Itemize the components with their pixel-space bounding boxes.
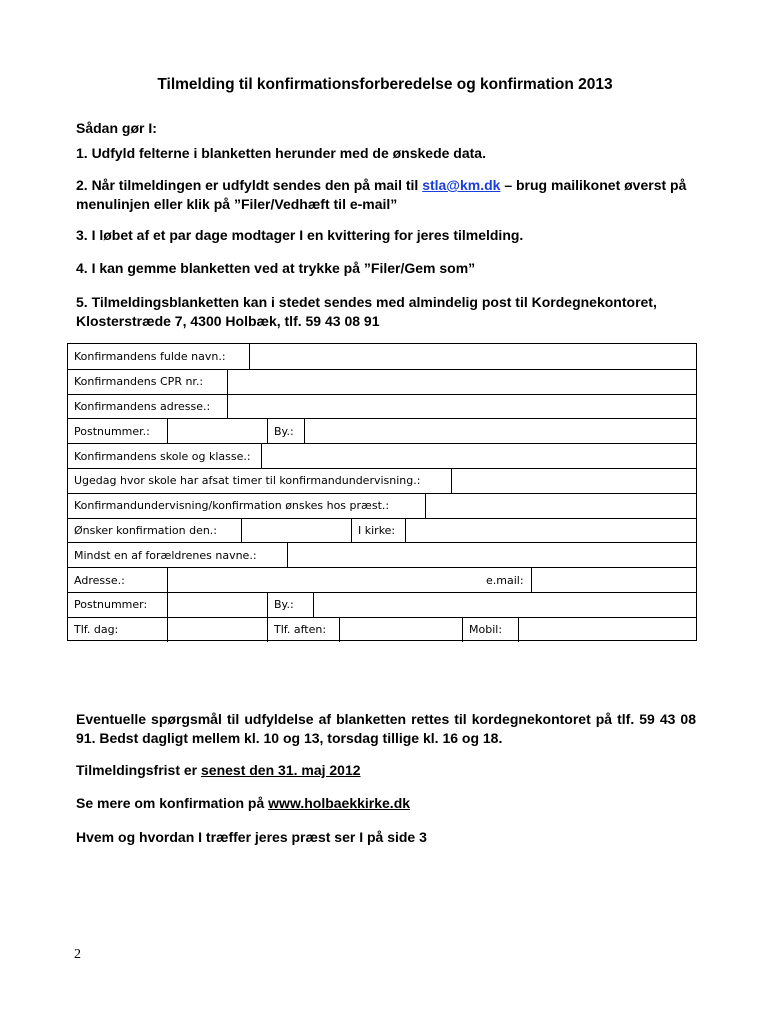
deadline-paragraph <box>76 761 696 780</box>
address-field[interactable] <box>227 395 696 419</box>
parent-address-label: Adresse.: <box>74 573 125 587</box>
cpr-field[interactable] <box>227 370 696 394</box>
form-row-full-name <box>68 344 696 369</box>
instruction-step-2 <box>76 176 696 214</box>
form-row-address <box>68 394 696 419</box>
email-field[interactable] <box>531 568 696 592</box>
step-2-text: 2. Når tilmeldingen er udfyldt sendes den på mail til <box>76 177 423 193</box>
phone-evening-field[interactable] <box>339 618 462 642</box>
phone-day-label: Tlf. dag: <box>74 623 119 637</box>
email-link[interactable]: stla@km.dk <box>422 177 501 193</box>
postcode-field[interactable] <box>167 419 267 443</box>
form-row-parent-postcode-city <box>68 592 696 617</box>
form-row-postcode-city <box>68 418 696 443</box>
registration-form <box>67 343 697 641</box>
more-info-paragraph <box>76 794 696 813</box>
date-wish-field[interactable] <box>241 519 351 543</box>
priest-info-paragraph: Hvem og hvordan I træffer jeres præst ser I på side 3 <box>76 829 427 845</box>
instruction-step-3: 3. I løbet af et par dage modtager I en kvittering for jeres tilmelding. <box>76 227 524 243</box>
document-title: Tilmelding til konfirmationsforberedelse og konfirmation 2013 <box>157 76 613 93</box>
city-label: By.: <box>267 419 294 443</box>
step-2-text-end: – brug mailikonet øverst på menulinjen eller klik på ”Filer/Vedhæft til e-mail” <box>76 177 687 212</box>
phone-evening-label: Tlf. aften: <box>267 618 326 642</box>
instructions-heading: Sådan gør I: <box>76 120 157 136</box>
postcode-label: Postnummer.: <box>74 424 150 438</box>
mobile-field[interactable] <box>518 618 696 642</box>
full-name-label: Konfirmandens fulde navn.: <box>74 349 226 363</box>
church-field[interactable] <box>405 519 696 543</box>
mobile-label: Mobil: <box>462 618 502 642</box>
city-field[interactable] <box>304 419 696 443</box>
email-label: e.mail: <box>486 573 524 587</box>
form-row-phones <box>68 617 696 642</box>
deadline-date: senest den 31. maj 2012 <box>201 762 361 778</box>
parent-address-field[interactable] <box>167 568 480 592</box>
date-wish-label: Ønsker konfirmation den.: <box>74 523 218 537</box>
form-row-date-church <box>68 518 696 543</box>
website-link[interactable]: www.holbaekkirke.dk <box>268 795 411 811</box>
parent-postcode-field[interactable] <box>167 593 267 617</box>
deadline-text: Tilmeldingsfrist er <box>76 762 201 778</box>
school-field[interactable] <box>261 444 696 468</box>
church-label: I kirke: <box>351 519 395 543</box>
form-row-priest <box>68 493 696 518</box>
priest-field[interactable] <box>425 494 696 518</box>
instruction-step-1: 1. Udfyld felterne i blanketten herunder med de ønskede data. <box>76 145 486 161</box>
school-label: Konfirmandens skole og klasse.: <box>74 449 251 463</box>
address-label: Konfirmandens adresse.: <box>74 399 211 413</box>
weekday-label: Ugedag hvor skole har afsat timer til konfirmandundervisning.: <box>74 474 421 488</box>
priest-label: Konfirmandundervisning/konfirmation ønskes hos præst.: <box>74 499 390 513</box>
parent-city-label: By.: <box>267 593 294 617</box>
page-number: 2 <box>74 947 81 962</box>
instruction-step-5: 5. Tilmeldingsblanketten kan i stedet sendes med almindelig post til Kordegnekontoret, Klosterstræde 7, 4300 Holbæk, tlf. 59 43 08 91 <box>76 294 657 329</box>
phone-day-field[interactable] <box>167 618 267 642</box>
parent-city-field[interactable] <box>313 593 696 617</box>
more-info-text: Se mere om konfirmation på <box>76 795 269 811</box>
form-row-parent-name <box>68 542 696 567</box>
parent-postcode-label: Postnummer: <box>74 598 148 612</box>
cpr-label: Konfirmandens CPR nr.: <box>74 375 204 389</box>
instruction-step-4: 4. I kan gemme blanketten ved at trykke på ”Filer/Gem som” <box>76 260 476 276</box>
questions-paragraph: Eventuelle spørgsmål til udfyldelse af blanketten rettes til kordegnekontoret på tlf. 59 43 08 91. Bedst dagligt mellem kl. 10 og 13, torsdag tillige kl. 16 og 18. <box>76 711 696 746</box>
form-row-weekday <box>68 468 696 493</box>
form-row-cpr <box>68 369 696 394</box>
parent-name-field[interactable] <box>287 543 696 567</box>
form-row-parent-address <box>68 567 696 592</box>
weekday-field[interactable] <box>451 469 696 493</box>
full-name-field[interactable] <box>249 344 696 369</box>
form-row-school <box>68 443 696 468</box>
parent-name-label: Mindst en af forældrenes navne.: <box>74 548 257 562</box>
